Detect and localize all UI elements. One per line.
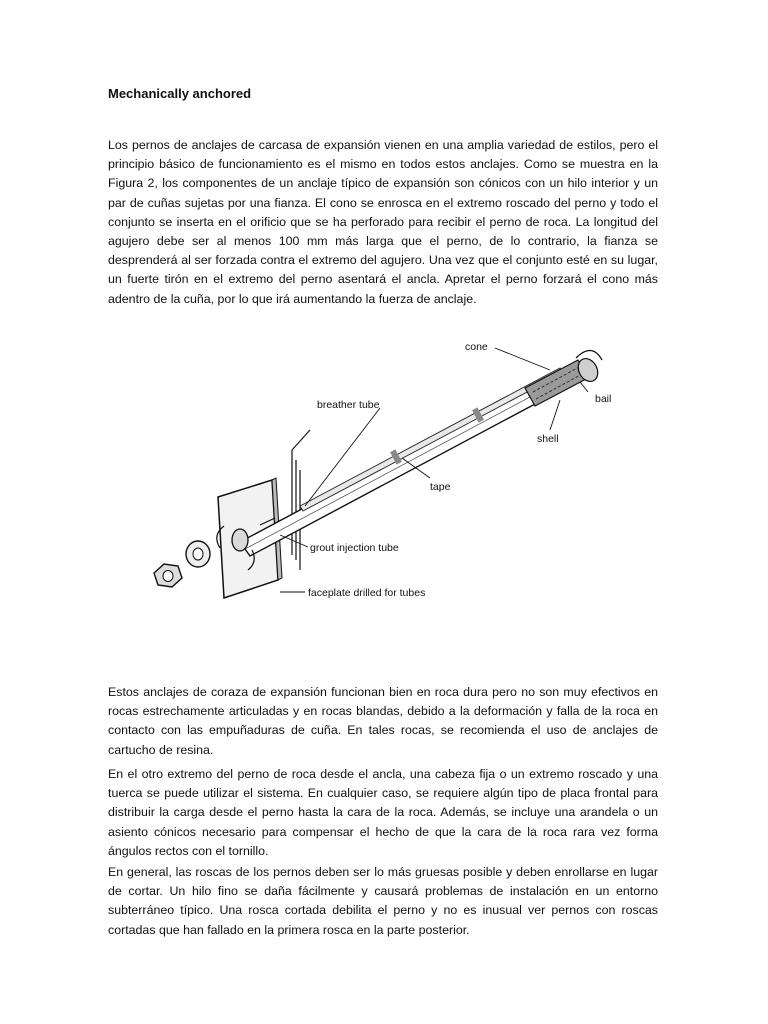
expansion-shell <box>525 350 602 406</box>
grout-injection-tube-label: grout injection tube <box>310 542 399 554</box>
rock-bolt-figure <box>140 330 630 620</box>
shell-label: shell <box>537 433 559 445</box>
faceplate-label: faceplate drilled for tubes <box>308 587 426 599</box>
cone-label: cone <box>465 341 488 353</box>
section-heading: Mechanically anchored <box>108 86 252 101</box>
paragraph-3: En el otro extremo del perno de roca desde el ancla, una cabeza fija o un extremo roscado y una tuerca se puede utilizar el sistema. En cualquier caso, se requiere algún tipo de placa frontal para distribuir la carga desde el perno hasta la cara de la roca. Además, se incluye una arandela o un asiento cónicos necesario para compensar el hecho de que la cara de la roca rara vez forma ángulos rectos con el tornillo. <box>108 767 658 858</box>
bail-label: bail <box>595 393 612 405</box>
paragraph-1: Los pernos de anclajes de carcasa de expansión vienen en una amplia variedad de estilos, pero el principio básico de funcionamiento es el mismo en todos estos anclajes. Como se muestra en la Figura 2, los componentes de un anclaje típico de expansión son cónicos con un hilo interior y un par de cuñas sujetas por una fianza. El cono se enrosca en el extremo roscado del perno y todo el conjunto se inserta en el orificio que se ha perforado para recibir el perno de roca. La longitud del agujero debe ser al menos 100 mm más larga que el perno, de lo contrario, la fianza se desprenderá al ser forzada contra el extremo del agujero. Una vez que el conjunto esté en su lugar, un fuerte tirón en el extremo del perno asentará el ancla. Apretar el perno forzará el cono más adentro de la cuña, por lo que irá aumentando la fuerza de anclaje. <box>108 138 658 306</box>
rock-face <box>292 430 310 570</box>
breather-tube-label: breather tube <box>317 399 380 411</box>
nut <box>154 564 182 587</box>
paragraph-4: En general, las roscas de los pernos deben ser lo más gruesas posible y deben enrollarse en lugar de cortar. Un hilo fino se daña fácilmente y causará problemas de instalación en un entorno subterráneo típico. Una rosca cortada debilita el perno y no es inusual ver pernos con roscas cortadas que han fallado en la primera rosca en la parte posterior. <box>108 865 658 937</box>
paragraph-2: Estos anclajes de coraza de expansión funcionan bien en roca dura pero no son muy efectivos en rocas estrechamente articuladas y en rocas blandas, debido a la deformación y falla de la roca en contacto con las empuñaduras de cuña. En tales rocas, se recomienda el uso de anclajes de cartucho de resina. <box>108 685 658 757</box>
washer <box>186 541 210 567</box>
tape-label: tape <box>430 481 451 493</box>
rock-bolt-diagram <box>140 330 630 620</box>
